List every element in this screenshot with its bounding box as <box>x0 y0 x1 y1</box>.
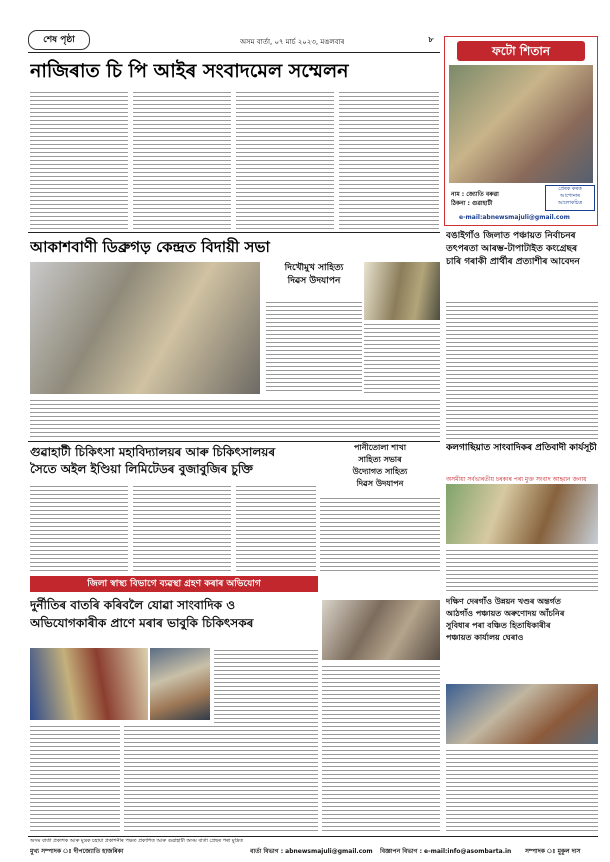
main-story-col-2 <box>133 90 231 230</box>
footer-line1: অসম বাৰ্তা প্ৰকাশক আৰু মুদ্ৰক চহায়া প্ৰকাশনীৰ পক্ষত প্ৰকাশিত আৰু গুৱাহাটী অসম বাৰ্তা প্ৰেছৰ পৰা মুদ্ৰিত <box>30 838 244 844</box>
guwahati-story-2 <box>133 484 231 572</box>
section-label: শেষ পৃষ্ঠা <box>28 30 90 50</box>
dikhowmukh-photo <box>364 262 440 320</box>
kalgachia-headline: কলগাছিয়াত সাংবাদিকৰ প্ৰতিবাদী কাৰ্যসূচী <box>446 443 597 453</box>
footer-rule <box>28 836 598 837</box>
dakshin-photo <box>446 684 598 744</box>
footer-line3: বাৰ্তা বিভাগ : abnewsmajuli@gmail.com <box>250 848 373 855</box>
bongaigaon-headline: বঙাইগাঁও জিলাত পঞ্চায়ত নিৰ্বাচনৰ তৎপৰতা আৰম্ভ-টাপাটাইত কংগ্ৰেছৰ চাৰি গৰাকী প্ৰাৰ্থীৰ প্ৰত্যাশীৰ আবেদন <box>446 231 580 267</box>
photo-box-title: ফটো শিতান <box>457 41 585 61</box>
corruption-headline: দুৰ্নীতিৰ বাতৰি কৰিবলৈ যোৱা সাংবাদিক ও অভিযোগকাৰীক প্ৰাণে মৰাৰ ভাবুকি চিকিৎসকৰ <box>30 598 254 630</box>
guwahati-headline: গুৱাহাটী চিকিৎসা মহাবিদ্যালয়ৰ আৰু চিকিৎসালয়ৰ সৈতে অইল ইণ্ডিয়া লিমিটেডৰ বুজাবুজিৰ চুক্তি <box>30 445 276 476</box>
main-story-col-4 <box>339 90 439 230</box>
corruption-story-2 <box>124 724 214 834</box>
photo-box <box>444 36 598 226</box>
dikhowmukh-headline: দিখৌমুখ সাহিত্য দিৱস উদযাপন <box>284 263 344 286</box>
dikhowmukh-story-2 <box>364 322 440 394</box>
corruption-story-3 <box>214 648 318 834</box>
page-number: ৮ <box>428 35 434 44</box>
footer-line5: সম্পাদক ঃ মুকুল দাস <box>525 848 581 855</box>
dakshin-story <box>446 748 598 834</box>
photo-address-label: ঠিকনা : গুৱাহাটী <box>451 200 493 207</box>
health-banner: জিলা স্বাস্থ্য বিভাগে ব্যৱস্থা গ্ৰহণ কৰাৰ অভিযোগ <box>30 576 318 592</box>
panitola-story <box>320 496 440 572</box>
guwahati-story-3 <box>236 484 316 572</box>
dakshin-headline: দক্ষিণ দেৰগাঁও উন্নয়ন খণ্ডৰ অন্তৰ্গত আঠগাঁও পঞ্চায়ত অৰুণোদয় আঁচনিৰ সুবিধাৰ পৰা বঞ্চিত হিতাধিকাৰীৰ পঞ্চায়ত কাৰ্যালয় ঘেৰাও <box>446 597 565 642</box>
corruption-story-1 <box>30 724 120 834</box>
photo-invite: প্ৰেৰক কৰক আপোনাৰ আলোকচিত্ৰ <box>545 185 595 211</box>
akashvani-headline: আকাশবাণী ডিব্ৰুগড় কেন্দ্ৰত বিদায়ী সভা <box>30 238 270 256</box>
akashvani-story <box>30 398 440 438</box>
main-headline: নাজিৰাত চি পি আইৰ সংবাদমেল সম্মেলন <box>30 60 349 82</box>
main-story-col-1 <box>30 90 128 230</box>
akashvani-photo <box>30 262 260 394</box>
kalgachia-subhead: অসমীয়া সৰ্বভাৰতীয় চৰকাৰ পৰা মুক্ত সংবাদ আহ্বান জনায় <box>446 476 587 483</box>
dikhowmukh-story <box>266 300 362 394</box>
dateline: অসম বাৰ্তা, ০৭ মাৰ্চ ২০২৩, মঙলবাৰ <box>240 38 345 46</box>
mid-photo <box>322 600 440 660</box>
header-rule <box>28 52 440 53</box>
divider-1 <box>28 232 440 233</box>
guwahati-story-1 <box>30 484 128 572</box>
clinic-photo-1 <box>30 648 148 720</box>
featured-photo <box>449 65 593 183</box>
clinic-photo-2 <box>150 648 210 720</box>
panitola-headline: পানীতোলা শাখা সাহিত্য সভাৰ উদ্যোগত সাহিত্য দিৱস উদযাপন <box>352 443 408 488</box>
bongaigaon-story <box>446 300 598 440</box>
kalgachia-photo <box>446 484 598 544</box>
mid-story <box>322 664 440 834</box>
footer-line4: বিজ্ঞাপন বিভাগ : e-mail:info@asombarta.in <box>380 848 512 855</box>
footer-line2: মুখ্য সম্পাদক ঃ দীপজ্যোতি হাজৰিকা <box>30 848 124 855</box>
photo-email: e-mail:abnewsmajuli@gmail.com <box>459 214 570 221</box>
kalgachia-story <box>446 548 598 592</box>
photo-name-label: নাম : জ্যোতি বৰুৱা <box>451 191 499 198</box>
main-story-col-3 <box>236 90 334 230</box>
